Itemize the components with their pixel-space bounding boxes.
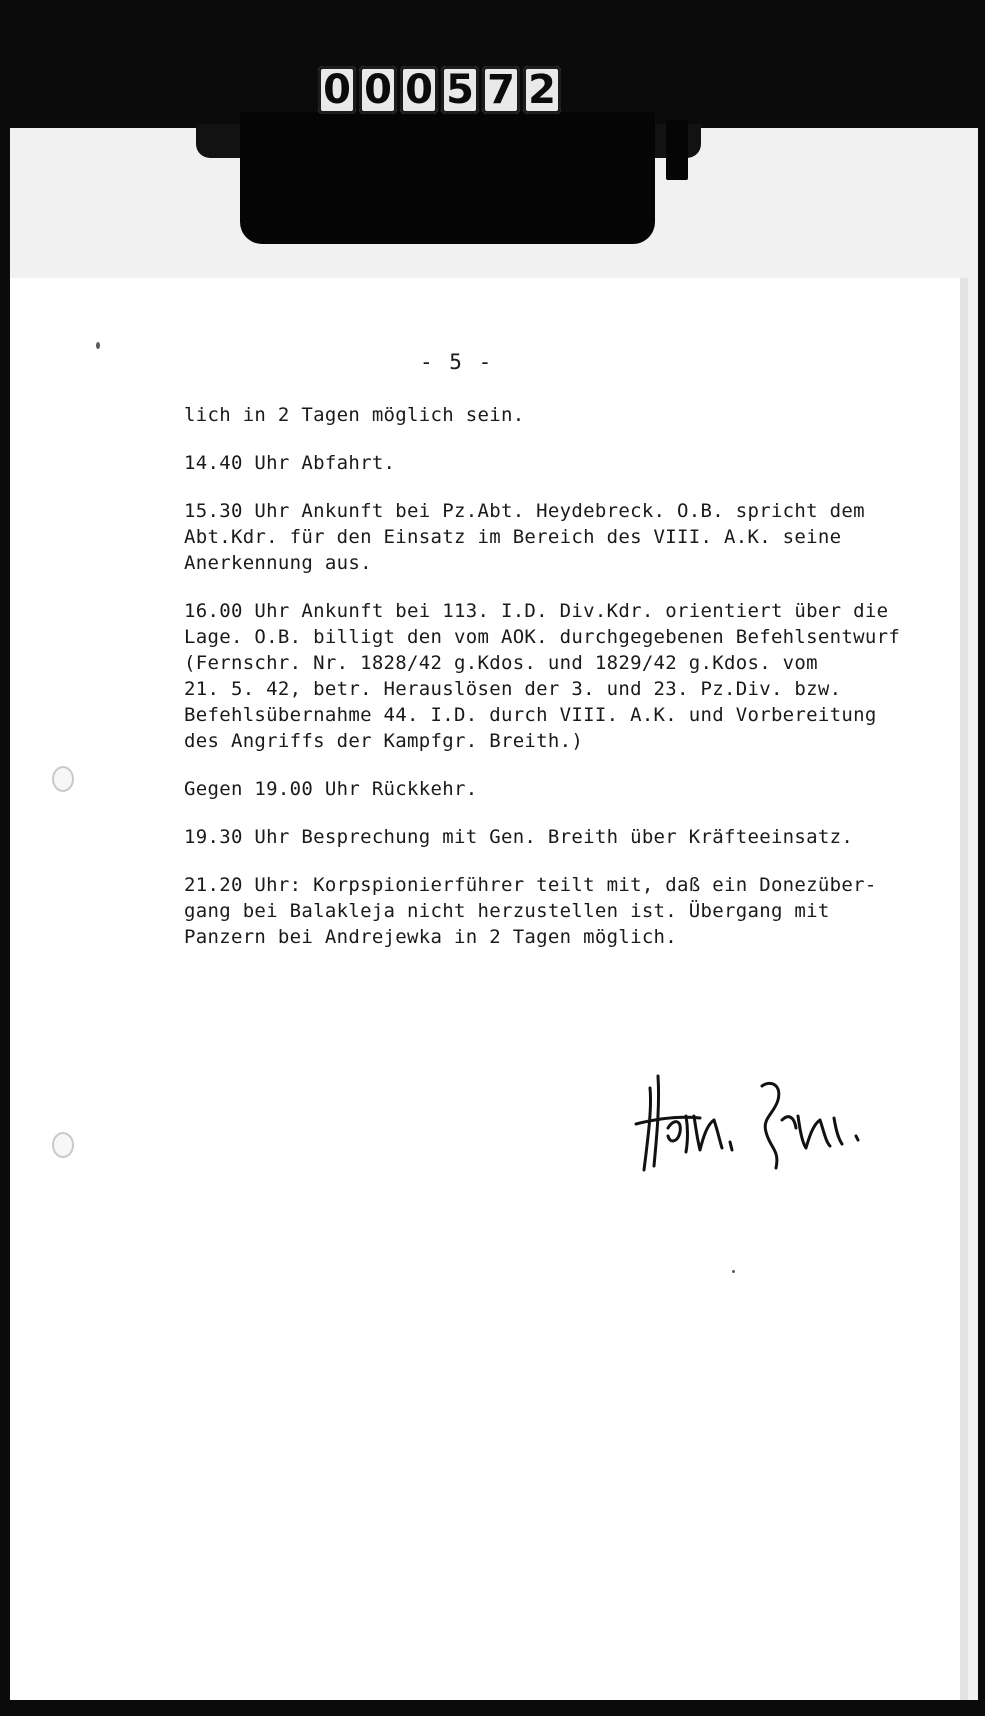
counter-digit: 0 bbox=[400, 66, 438, 114]
paragraph: 19.30 Uhr Besprechung mit Gen. Breith über Kräfteeinsatz. bbox=[184, 826, 854, 848]
handwritten-signature bbox=[630, 1058, 890, 1178]
punch-hole bbox=[52, 766, 74, 792]
archive-counter-stamp bbox=[318, 66, 561, 116]
paragraph: 14.40 Uhr Abfahrt. bbox=[184, 452, 396, 474]
page-number: - 5 - bbox=[420, 350, 494, 374]
document-body bbox=[184, 402, 904, 972]
punch-hole bbox=[52, 1132, 74, 1158]
ink-speck bbox=[96, 342, 100, 349]
paragraph: 16.00 Uhr Ankunft bei 113. I.D. Div.Kdr. orientiert über die Lage. O.B. billigt den vom AOK. durchgegebenen Befehlsentwurf (Fernschr. Nr. 1828/42 g.Kdos. und 1829/42 g.Kdos. vom 21. 5. 42, betr. Herauslösen der 3. und 23. Pz.Div. bzw. Befehlsübernahme 44. I.D. durch VIII. A.K. und Vorbereitung des Angriffs der Kampfgr. Breith.) bbox=[184, 600, 901, 752]
document-page bbox=[10, 278, 968, 1700]
paragraph: Gegen 19.00 Uhr Rückkehr. bbox=[184, 778, 478, 800]
paragraph: lich in 2 Tagen möglich sein. bbox=[184, 404, 525, 426]
counter-digit: 5 bbox=[441, 66, 479, 114]
counter-digit: 2 bbox=[523, 66, 561, 114]
ink-speck bbox=[732, 1270, 735, 1273]
binder-clip bbox=[240, 112, 655, 244]
counter-digit: 0 bbox=[359, 66, 397, 114]
counter-digit: 0 bbox=[318, 66, 356, 114]
paragraph: 15.30 Uhr Ankunft bei Pz.Abt. Heydebreck. O.B. spricht dem Abt.Kdr. für den Einsatz im Bereich des VIII. A.K. seine Anerkennung aus. bbox=[184, 500, 865, 574]
counter-digit: 7 bbox=[482, 66, 520, 114]
binder-clip-hook bbox=[666, 120, 688, 180]
paragraph: 21.20 Uhr: Korpspionierführer teilt mit, daß ein Donezüber- gang bei Balakleja nicht herzustellen ist. Übergang mit Panzern bei Andrejewka in 2 Tagen möglich. bbox=[184, 874, 877, 948]
